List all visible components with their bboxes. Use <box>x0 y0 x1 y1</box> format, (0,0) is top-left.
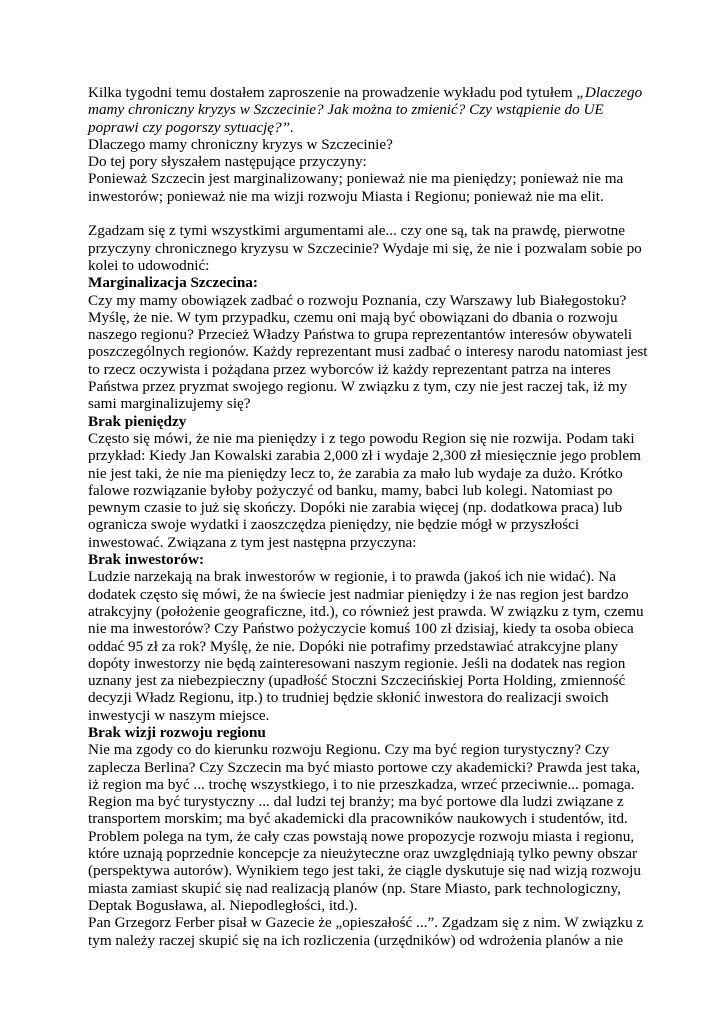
intro-heard-reasons: Do tej pory słyszałem następujące przyczyny: <box>88 153 367 171</box>
paragraph-gap <box>88 205 654 222</box>
section-heading-money: Brak pieniędzy <box>88 412 187 430</box>
section-heading-marginalization: Marginalizacja Szczecina: <box>88 274 258 292</box>
intro-question: Dlaczego mamy chroniczny kryzys w Szczecinie? <box>88 135 393 153</box>
intro-reasons: Ponieważ Szczecin jest marginalizowany; ponieważ nie ma pieniędzy; ponieważ nie ma inwestorów; ponieważ nie ma wizji rozwoju Miasta i Regionu; ponieważ nie ma elit. <box>88 170 624 205</box>
intro-agreement: Zgadzam się z tymi wszystkimi argumentami ale... czy one są, tak na prawdę, pierwotne przyczyny chronicznego kryzysu w Szczecinie? Wydaje mi się, że nie i pozwalam sobie po kolei to udowodnić: <box>88 222 642 274</box>
lecture-title: „Dlaczego mamy chroniczny kryzys w Szczecinie? Jak można to zmienić? Czy wstąpienie do UE poprawi czy pogorszy sytuację?”. <box>88 84 643 136</box>
section-heading-vision: Brak wizji rozwoju regionu <box>88 723 266 741</box>
section-body-money: Często się mówi, że nie ma pieniędzy i z tego powodu Region się nie rozwija. Podam taki przykład: Kiedy Jan Kowalski zarabia 2,000 zł i wydaje 2,300 zł miesięcznie jego problem nie jest taki, że nie ma pieniędzy lecz to, że zarabia za mało lub wydaje za dużo. Krótko falowe rozwiązanie byłoby pożyczyć od banku, mamy, babci lub kolegi. Natomiast po pewnym czasie to już się skończy. Dopóki nie zarabia więcej (np. dodatkowa praca) lub ogranicza swoje wydatki i zaoszczędza pieniędzy, nie będzie mógł w przyszłości inwestować. Związana z tym jest następna przyczyna: <box>88 429 641 551</box>
section-body-investors: Ludzie narzekają na brak inwestorów w regionie, i to prawda (jakoś ich nie widać). Na dodatek często się mówi, że na świecie jest nadmiar pieniędzy i że nas region jest bardzo atrakcyjny (położenie geograficzne, itd.), co również jest prawda. W związku z tym, czemu nie ma inwestorów? Czy Państwo pożyczycie komuś 100 zł dzisiaj, kiedy ta osoba obieca oddać 95 zł za rok? Myślę, że nie. Dopóki nie potrafimy przedstawiać atrakcyjne plany dopóty inwestorzy nie będą zainteresowani naszym regionie. Jeśli na dodatek nas region uznany jest za niebezpieczny (upadłość Stoczni Szczecińskiej Porta Holding, zmienność decyzji Władz Regionu, itp.) to trudniej będzie skłonić inwestora do realizacji swoich inwestycji w naszym miejsce. <box>88 568 644 724</box>
section-body-vision: Nie ma zgody co do kierunku rozwoju Regionu. Czy ma być region turystyczny? Czy zaplecza Berlina? Czy Szczecin ma być miasto portowe czy akademicki? Prawda jest taka, iż region ma być ... trochę wszystkiego, i to nie przeszkadza, wrzeć przeciwnie... pomaga. Region ma być turystyczny ... dal ludzi tej branży; ma być portowe dla ludzi związane z transportem morskim; ma być akademicki dla pracowników naukowych i studentów, itd. Problem polega na tym, że cały czas powstają nowe propozycje rozwoju miasta i regionu, które uznają poprzednie koncepcje za nieużyteczne oraz uwzględniają tylko pewny obszar (perspektywa autorów). Wynikiem tego jest taki, że ciągle dyskutuje się nad wizją rozwoju miasta zamiast skupić się nad realizacją planów (np. Stare Miasto, park technologiczny, Deptak Bogusława, al. Niepodległości, itd.). <box>88 741 641 914</box>
section-heading-investors: Brak inwestorów: <box>88 551 205 569</box>
intro-invitation <box>88 84 654 136</box>
section-closing-vision: Pan Grzegorz Ferber pisał w Gazecie że „opieszałość ...”. Zgadzam się z nim. W związku z tym należy raczej skupić się na ich rozliczenia (urzędników) od wdrożenia planów a nie <box>88 914 644 949</box>
section-body-marginalization: Czy my mamy obowiązek zadbać o rozwoju Poznania, czy Warszawy lub Białegostoku? Myślę, że nie. W tym przypadku, czemu oni mają być obowiązani do dbania o rozwoju naszego regionu? Przecież Władzy Państwa to grupa reprezentantów interesów obywateli poszczególnych regionów. Każdy reprezentant musi zadbać o interesy narodu natomiast jest to rzecz oczywista i pożądana przez wyborców iż każdy reprezentant patrza na interes Państwa przez pryzmat swojego regionu. W związku z tym, czy nie jest raczej tak, iż my sami marginalizujemy się? <box>88 291 648 413</box>
invitation-lead: Kilka tygodni temu dostałem zaproszenie na prowadzenie wykładu pod tytułem <box>88 84 577 101</box>
